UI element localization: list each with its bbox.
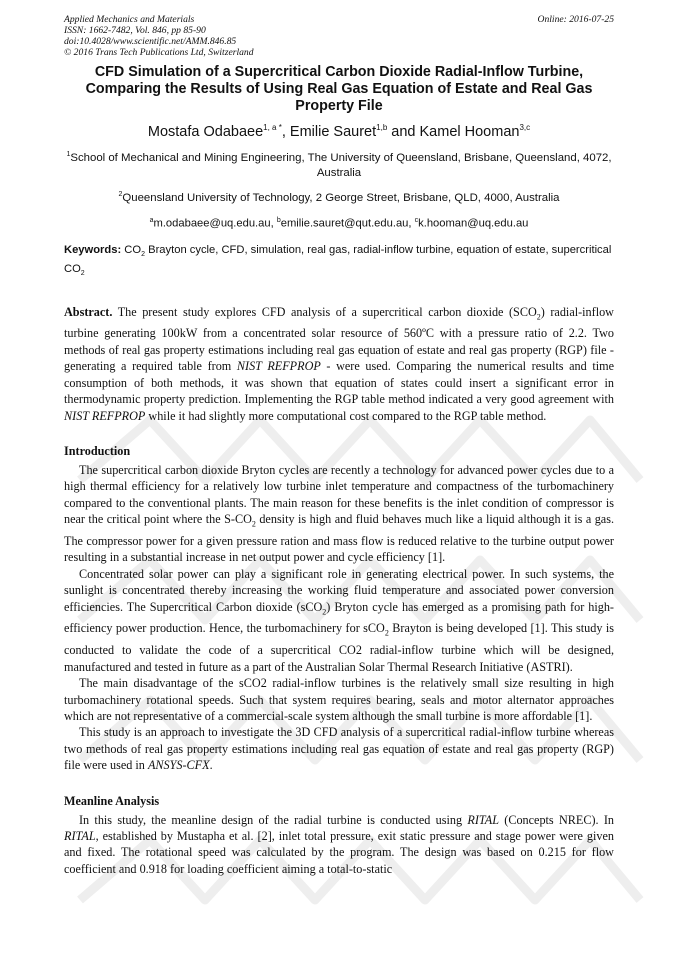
author-3-sup: 3,c bbox=[519, 123, 531, 132]
intro-paragraph-3: The main disadvantage of the sCO2 radial-inflow turbines is the relatively small size resulting in high turbomachinery rotational speeds. Such that system requires bearing, seals and motor alternator approaches which are not representative of a commercial-scale system although the small turbine is more affordable [1]. bbox=[64, 676, 614, 723]
email-c[interactable]: k.hooman@uq.edu.au bbox=[418, 218, 529, 231]
introduction-heading: Introduction bbox=[64, 443, 131, 458]
journal-header bbox=[64, 14, 614, 60]
affiliation-1 bbox=[64, 147, 614, 181]
email-b-sup: b bbox=[276, 217, 281, 225]
author-1: Mostafa Odabaee bbox=[147, 123, 264, 140]
journal-name: Applied Mechanics and Materials bbox=[64, 14, 195, 25]
keywords-text-2: Brayton cycle, CFD, simulation, real gas, radial-inflow turbine, equation of estate, supercritical CO bbox=[64, 244, 612, 276]
meanline-paragraph-1 bbox=[64, 812, 614, 878]
online-date: Online: 2016-07-25 bbox=[537, 14, 614, 25]
email-b[interactable]: emilie.sauret@qut.edu.au bbox=[280, 218, 409, 231]
keywords-label: Keywords: bbox=[64, 244, 122, 257]
meanline-p1-italic-2: RITAL bbox=[64, 828, 96, 843]
meanline-p1-text-2: (Concepts NREC). In bbox=[498, 812, 615, 827]
abstract bbox=[64, 304, 614, 424]
intro-p2-text-1: Concentrated solar power can play a significant role in generating electrical power. In such systems, the sunlight is concentrated thereby increasing the working fluid temperature and associated power conversion efficiencies. The Supercritical Carbon dioxide (sCO bbox=[64, 566, 614, 614]
journal-doi: doi:10.4028/www.scientific.net/AMM.846.85 bbox=[64, 36, 237, 47]
intro-paragraph-2 bbox=[64, 566, 614, 675]
intro-paragraph-4 bbox=[64, 724, 614, 773]
abstract-text-2: ) radial-inflow turbine generating 100kW from a concentrated solar resource of 560ºC with a pressure ratio of 2.2. Two methods of real gas property estimations including real gas equation of estate and real gas property (RGP) file - generating a required table from bbox=[64, 304, 614, 374]
email-list bbox=[64, 214, 614, 231]
intro-p2-text-3: Brayton is being developed [1]. This study is conducted to validate the code of a supercritical CO2 radial-inflow turbine which will be designed, manufactured and tested in future as a part of the Australian Solar Thermal Research Initiative (ASTRI). bbox=[64, 621, 614, 674]
email-sep-2: , bbox=[408, 218, 415, 231]
abstract-text-3: - were used. Comparing the numerical results and time consumption of both methods, it was shown that equation of states could insert a significant error in thermodynamic property prediction. Implementing the RGP table method indicated a very good agreement with bbox=[64, 359, 614, 407]
meanline-p1-text-3: , established by Mustapha et al. [2], inlet total pressure, exit static pressure and stage power were given and fixed. The rotational speed was calculated by the program. The design was based on 0.215 for flow coefficient and 0.918 for loading coefficient aiming a total-to-static bbox=[64, 828, 614, 876]
intro-p2-text-2: ) Bryton cycle has emerged as a promising path for high-efficiency power production. Hence, the turbomachinery for sCO bbox=[64, 599, 614, 636]
intro-p1-text-1: The supercritical carbon dioxide Bryton cycles are recently a technology for advanced power cycles due to a high thermal efficiency for a relatively low turbine inlet temperature and compactness of the turbomachinery compared to the conventional plants. The main reason for these benefits is the inlet condition of compressor is near the critical point where the S-CO bbox=[64, 462, 614, 527]
affiliation-2 bbox=[64, 187, 614, 206]
abstract-text-4: while it had slightly more computational cost compared to the RGP table method. bbox=[145, 408, 547, 423]
meanline-p1-italic-1: RITAL bbox=[467, 812, 499, 827]
author-list bbox=[64, 119, 614, 141]
journal-issn: ISSN: 1662-7482, Vol. 846, pp 85-90 bbox=[64, 25, 206, 36]
affiliation-1-sup: 1 bbox=[66, 150, 71, 158]
affiliation-1-text: School of Mechanical and Mining Engineering, The University of Queensland, Brisbane, Queensland, 4072, Australia bbox=[70, 151, 612, 179]
keywords-text-1: CO bbox=[121, 244, 142, 257]
affiliation-2-sup: 2 bbox=[118, 190, 123, 198]
keywords bbox=[64, 243, 614, 281]
abstract-italic-2: NIST REFPROP bbox=[64, 408, 146, 423]
email-a-sup: a bbox=[149, 217, 154, 225]
email-c-sup: c bbox=[414, 217, 419, 225]
meanline-p1-text-1: In this study, the meanline design of the radial turbine is conducted using bbox=[79, 812, 468, 827]
journal-copyright: © 2016 Trans Tech Publications Ltd, Switzerland bbox=[64, 47, 254, 58]
intro-p1-text-2: density is high and fluid behaves much like a liquid although it is a gas. The compressor power for a given pressure ration and mass flow is reduced relative to the turbine output power resulting in a substantial increase in net output power and cycle efficiency [1]. bbox=[64, 512, 614, 565]
abstract-text-1: The present study explores CFD analysis of a supercritical carbon dioxide (SCO bbox=[112, 304, 537, 319]
intro-p4-italic-1: ANSYS-CFX bbox=[147, 758, 210, 773]
keywords-sub-1: 2 bbox=[141, 251, 145, 259]
intro-p4-text-2: . bbox=[209, 758, 213, 773]
author-3: Kamel Hooman bbox=[419, 123, 520, 140]
intro-paragraph-1 bbox=[64, 462, 614, 566]
author-1-sup: 1, a * bbox=[263, 123, 282, 132]
intro-p2-sub-1: 2 bbox=[322, 607, 327, 617]
intro-p2-sub-2: 2 bbox=[384, 628, 389, 638]
abstract-italic-1: NIST REFPROP bbox=[236, 359, 321, 374]
intro-p4-text-1: This study is an approach to investigate the 3D CFD analysis of a supercritical radial-inflow turbine whereas two methods of real gas property estimations including real gas equation of estate and real gas property (RGP) file were used in bbox=[64, 725, 614, 773]
author-2: Emilie Sauret bbox=[289, 123, 377, 140]
meanline-heading: Meanline Analysis bbox=[64, 793, 160, 808]
email-sep-1: , bbox=[270, 218, 277, 231]
author-sep-2: and bbox=[387, 123, 420, 140]
author-sep-1: , bbox=[281, 123, 290, 140]
abstract-label: Abstract. bbox=[64, 304, 113, 319]
intro-p1-sub-1: 2 bbox=[251, 519, 256, 529]
paper-title: CFD Simulation of a Supercritical Carbon Dioxide Radial-Inflow Turbine, Comparing the Results of Using Real Gas Equation of Estate and Real Gas Property File bbox=[85, 64, 593, 114]
keywords-sub-2: 2 bbox=[80, 270, 85, 278]
abstract-sub-1: 2 bbox=[536, 312, 541, 322]
author-2-sup: 1,b bbox=[376, 123, 388, 132]
email-a[interactable]: m.odabaee@uq.edu.au bbox=[153, 218, 271, 231]
affiliation-2-text: Queensland University of Technology, 2 George Street, Brisbane, QLD, 4000, Australia bbox=[122, 191, 560, 204]
